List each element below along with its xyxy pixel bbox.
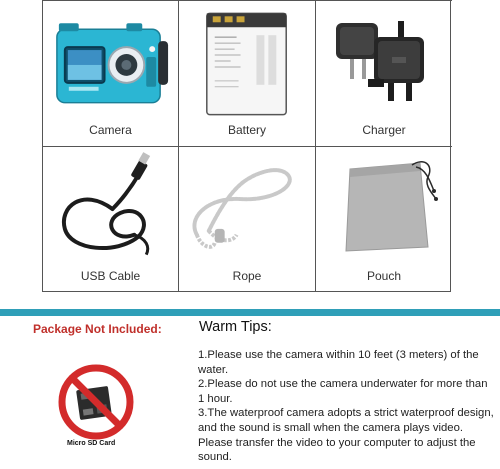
item-caption: Pouch — [366, 269, 402, 283]
tip-item: 2.Please do not use the camera underwater for more than 1 hour. — [198, 378, 488, 405]
tip-item: 1.Please use the camera within 10 feet (3 meters) of the water. — [198, 349, 479, 376]
battery-image — [179, 1, 315, 119]
item-caption: Camera — [89, 123, 132, 137]
item-caption: USB Cable — [80, 269, 141, 283]
item-caption: Battery — [227, 123, 266, 137]
sd-card-label: Micro SD Card — [67, 440, 116, 447]
item-battery — [179, 0, 316, 146]
item-caption: Rope — [232, 269, 262, 283]
item-rope — [179, 146, 316, 292]
rope-image — [179, 147, 315, 265]
pouch-image — [316, 147, 452, 265]
package-contents-grid — [42, 0, 451, 292]
section-divider-bar — [0, 309, 500, 316]
item-camera — [43, 0, 179, 146]
item-usb-cable — [43, 146, 179, 292]
camera-image — [43, 1, 178, 119]
warm-tips-list — [198, 348, 494, 465]
package-not-included-title: Package Not Included: — [33, 322, 162, 336]
charger-image — [316, 1, 452, 119]
warm-tips-title: Warm Tips: — [199, 319, 272, 335]
usb-cable-image — [43, 147, 178, 265]
item-caption: Charger — [362, 123, 406, 137]
tip-item: 3.The waterproof camera adopts a strict waterproof design, and the sound is small when the camera plays video. Please transfer the video to your computer to adjust the sound. — [198, 407, 494, 464]
no-sd-card-icon — [56, 362, 136, 442]
item-pouch — [316, 146, 452, 292]
item-charger — [316, 0, 452, 146]
